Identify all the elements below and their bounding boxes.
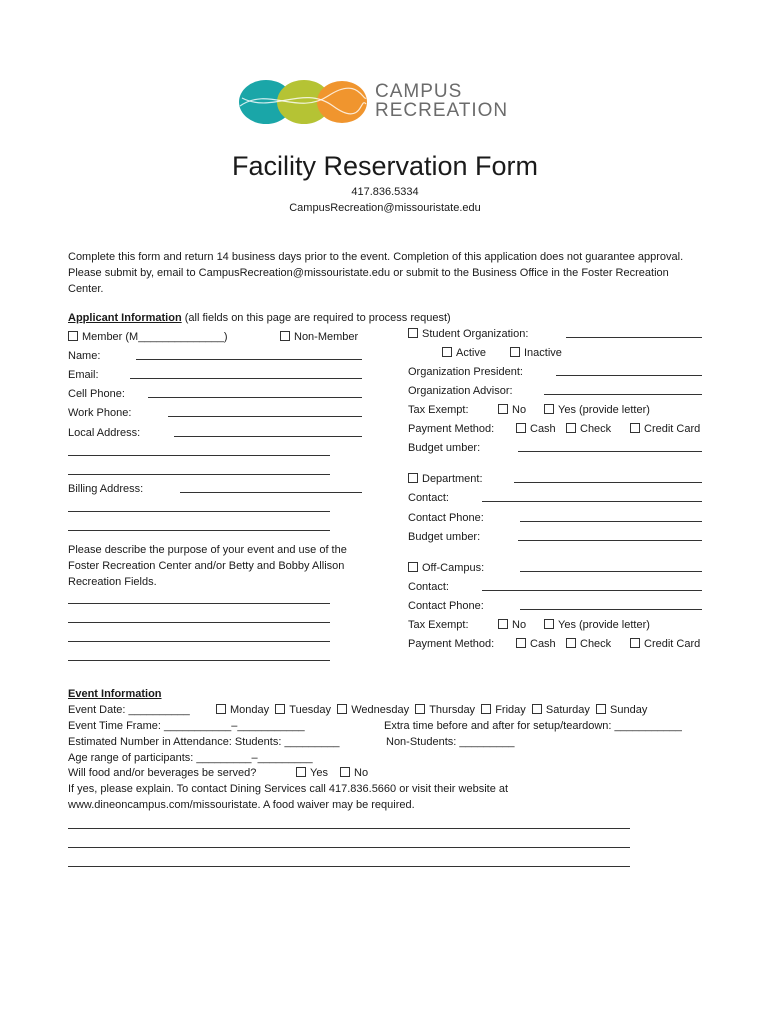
applicant-heading: Applicant Information [68,312,182,324]
student-org-option[interactable] [408,328,528,341]
org-budget-field[interactable] [518,440,702,452]
department-label: Department: [422,473,483,485]
day-tuesday-label: Tuesday [289,704,332,716]
off-tax-yes-option[interactable] [544,619,650,632]
student-org-field[interactable] [566,326,702,338]
day-saturday[interactable] [532,704,590,716]
day-monday-label: Monday [230,704,270,716]
off-check-label: Check [580,638,612,650]
dept-contact-phone-field[interactable] [520,510,702,522]
event-heading: Event Information [68,688,162,700]
applicant-heading-note: (all fields on this page are required to process request) [184,312,451,324]
off-payment-label: Payment Method: [408,638,495,650]
age-range: Age range of participants: _________–_________ [68,752,313,764]
org-check-checkbox[interactable] [566,423,576,433]
org-tax-no-label: No [512,404,527,416]
day-saturday-checkbox[interactable] [532,704,542,714]
attendance-non-students: Non-Students: _________ [386,736,515,748]
day-thursday-label: Thursday [429,704,476,716]
explain-field-2[interactable] [68,836,630,848]
off-cash-checkbox[interactable] [516,638,526,648]
member-option[interactable] [68,331,228,344]
email-field[interactable] [130,367,362,379]
name-field[interactable] [136,348,362,360]
off-campus-field[interactable] [520,560,702,572]
off-check-checkbox[interactable] [566,638,576,648]
org-tax-yes-checkbox[interactable] [544,404,554,414]
off-contact-phone-field[interactable] [520,598,702,610]
applicant-heading-row [68,312,451,325]
day-options [216,704,647,717]
active-checkbox[interactable] [442,347,452,357]
inactive-option[interactable] [510,347,562,360]
page-title: Facility Reservation Form [231,151,539,181]
department-field[interactable] [514,471,702,483]
explain-line-2: www.dineoncampus.com/missouristate. A food waiver may be required. [68,799,415,811]
dept-contact-phone-label: Contact Phone: [408,512,484,524]
billing-address-line-3[interactable] [68,519,330,531]
local-address-line-3[interactable] [68,463,330,475]
explain-field-1[interactable] [68,817,630,829]
off-credit-option[interactable] [630,638,700,651]
off-contact-field[interactable] [482,579,702,591]
org-check-label: Check [580,423,612,435]
day-thursday[interactable] [415,704,475,716]
day-wednesday[interactable] [337,704,409,716]
cell-label: Cell Phone: [68,388,125,400]
food-no-label: No [354,767,369,779]
off-tax-no-label: No [512,619,527,631]
day-thursday-checkbox[interactable] [415,704,425,714]
cell-field[interactable] [148,386,362,398]
billing-address-field[interactable] [180,481,362,493]
day-wednesday-label: Wednesday [351,704,410,716]
local-address-label: Local Address: [68,427,141,439]
off-tax-yes-label: Yes (provide letter) [558,619,650,631]
purpose-line-4[interactable] [68,649,330,661]
dept-budget-field[interactable] [518,529,702,541]
food-no-checkbox[interactable] [340,767,350,777]
event-time-frame: Event Time Frame: ___________–___________ [68,720,305,732]
day-wednesday-checkbox[interactable] [337,704,347,714]
email-label: Email: [68,369,99,381]
explain-line-1: If yes, please explain. To contact Dining Services call 417.836.5660 or visit their website at [68,783,509,795]
day-monday[interactable] [216,704,269,716]
off-tax-no-checkbox[interactable] [498,619,508,629]
logo-line-1: CAMPUS [375,81,463,102]
contact-phone: 417.836.5334 [351,186,419,198]
off-tax-exempt-label: Tax Exempt: [408,619,469,631]
food-question: Will food and/or beverages be served? [68,767,257,779]
student-org-checkbox[interactable] [408,328,418,338]
local-address-line-2[interactable] [68,444,330,456]
attendance-students: Estimated Number in Attendance: Students: _________ [68,736,340,748]
org-president-label: Organization President: [408,366,523,378]
org-cash-checkbox[interactable] [516,423,526,433]
food-no-option[interactable] [340,767,368,780]
day-sunday[interactable] [596,704,647,716]
food-yes-checkbox[interactable] [296,767,306,777]
inactive-checkbox[interactable] [510,347,520,357]
dept-budget-label: Budget umber: [408,531,481,543]
non-member-checkbox[interactable] [280,331,290,341]
inactive-label: Inactive [524,347,562,359]
member-checkbox[interactable] [68,331,78,341]
food-yes-option[interactable] [296,767,328,780]
name-label: Name: [68,350,101,362]
off-campus-option[interactable] [408,562,484,575]
off-tax-yes-checkbox[interactable] [544,619,554,629]
org-credit-label: Credit Card [644,423,701,435]
event-date-label: Event Date: __________ [68,704,190,716]
food-yes-label: Yes [310,767,328,779]
dept-contact-field[interactable] [482,490,702,502]
logo-line-2: RECREATION [375,100,509,121]
org-credit-checkbox[interactable] [630,423,640,433]
org-budget-label: Budget umber: [408,442,481,454]
org-president-field[interactable] [556,364,702,376]
day-monday-checkbox[interactable] [216,704,226,714]
off-cash-label: Cash [530,638,556,650]
purpose-line-1[interactable] [68,592,330,604]
dept-contact-label: Contact: [408,492,449,504]
student-org-label: Student Organization: [422,328,529,340]
purpose-prompt: Please describe the purpose of your event and use of the Foster Recreation Center and/or Betty and Bobby Allison Recreation Fields. [68,544,347,588]
off-tax-no-option[interactable] [498,619,526,632]
off-contact-label: Contact: [408,581,449,593]
day-friday-checkbox[interactable] [481,704,491,714]
member-label: Member (M______________) [82,331,228,343]
intro-paragraph: Complete this form and return 14 business days prior to the event. Completion of this application does not guarantee approval. Please submit by, email to CampusRecreation@missouristate.edu or submit to the Business Office in the Foster Recreation Center. [68,251,684,295]
day-sunday-label: Sunday [610,704,648,716]
extra-time: Extra time before and after for setup/teardown: ___________ [384,720,682,732]
explain-field-3[interactable] [68,855,630,867]
department-checkbox[interactable] [408,473,418,483]
contact-email: CampusRecreation@missouristate.edu [289,202,481,214]
org-payment-label: Payment Method: [408,423,495,435]
org-advisor-label: Organization Advisor: [408,385,513,397]
logo-mark [238,76,368,128]
day-sunday-checkbox[interactable] [596,704,606,714]
day-friday[interactable] [481,704,526,716]
day-tuesday-checkbox[interactable] [275,704,285,714]
non-member-label: Non-Member [294,331,359,343]
purpose-line-3[interactable] [68,630,330,642]
billing-address-label: Billing Address: [68,483,144,495]
org-check-option[interactable] [566,423,611,436]
org-tax-yes-label: Yes (provide letter) [558,404,650,416]
off-cash-option[interactable] [516,638,556,651]
org-tax-yes-option[interactable] [544,404,650,417]
purpose-line-2[interactable] [68,611,330,623]
off-credit-label: Credit Card [644,638,701,650]
off-credit-checkbox[interactable] [630,638,640,648]
off-check-option[interactable] [566,638,611,651]
billing-address-line-2[interactable] [68,500,330,512]
off-campus-checkbox[interactable] [408,562,418,572]
active-label: Active [456,347,486,359]
org-cash-label: Cash [530,423,556,435]
work-field[interactable] [168,405,362,417]
active-option[interactable] [442,347,486,360]
org-credit-option[interactable] [630,423,700,436]
off-campus-label: Off-Campus: [422,562,485,574]
off-contact-phone-label: Contact Phone: [408,600,484,612]
work-label: Work Phone: [68,407,132,419]
day-saturday-label: Saturday [545,704,590,716]
day-tuesday[interactable] [275,704,331,716]
org-advisor-field[interactable] [544,383,702,395]
org-tax-no-option[interactable] [498,404,526,417]
org-tax-exempt-label: Tax Exempt: [408,404,469,416]
day-friday-label: Friday [495,704,526,716]
org-cash-option[interactable] [516,423,556,436]
local-address-field[interactable] [174,425,362,437]
org-tax-no-checkbox[interactable] [498,404,508,414]
department-option[interactable] [408,473,483,486]
non-member-option[interactable] [280,331,358,344]
